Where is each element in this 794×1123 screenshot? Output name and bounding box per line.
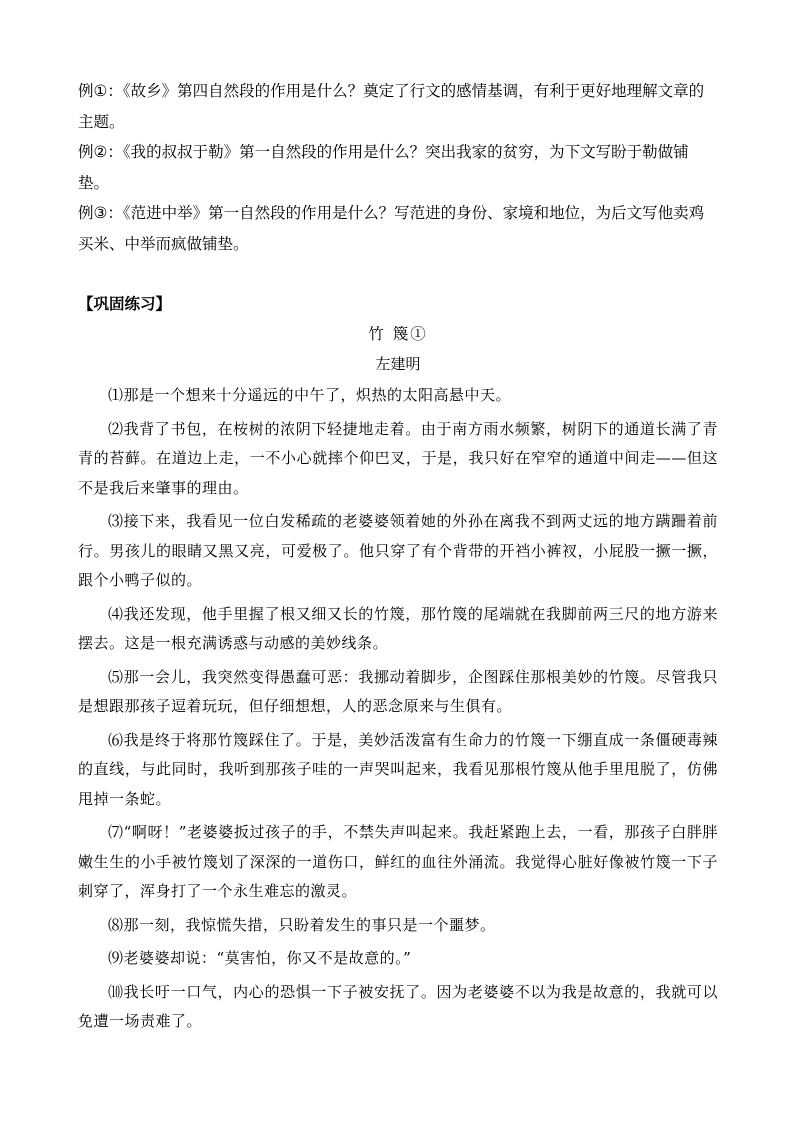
article-paragraph: ⑷我还发现，他手里握了根又细又长的竹篾，那竹篾的尾端就在我脚前两三尺的地方游来摆去。这是一根充满诱惑与动感的美妙线条。 [78, 604, 718, 652]
article-paragraph: ⑸那一会儿，我突然变得愚蠢可恶：我挪动着脚步，企图踩住那根美妙的竹篾。尽管我只是想跟那孩子逗着玩玩，但仔细想想，人的恶念原来与生俱有。 [78, 667, 718, 715]
example-paragraph: 例③：《范进中举》第一自然段的作用是什么？写范进的身份、家境和地位，为后文写他卖鸡买米、中举而疯做铺垫。 [78, 204, 705, 253]
example-paragraph: 例②：《我的叔叔于勒》第一自然段的作用是什么？突出我家的贫穷，为下文写盼于勒做铺垫。 [78, 143, 689, 192]
article-paragraph: ⑼老婆婆却说：“莫害怕，你又不是故意的。” [108, 949, 412, 967]
section-title: 【巩固练习】 [78, 295, 172, 313]
article-paragraph: ⑺“啊呀！”老婆婆扳过孩子的手，不禁失声叫起来。我赶紧跑上去，一看，那孩子白胖胖嫩生生的小手被竹篾划了深深的一道伤口，鲜红的血往外涌流。我觉得心脏好像被竹篾一下子刺穿了，浑身打了一个永生难忘的激灵。 [78, 823, 718, 900]
article-paragraph: ⑶接下来，我看见一位白发稀疏的老婆婆领着她的外孙在离我不到两丈远的地方蹒跚着前行。男孩儿的眼睛又黑又亮，可爱极了。他只穿了有个背带的开裆小裤衩，小屁股一撅一撅，跟个小鸭子似的。 [78, 512, 718, 589]
article-author: 左建明 [375, 355, 421, 373]
article-paragraph: ⑽我长吁一口气，内心的恐惧一下子被安抚了。因为老婆婆不以为我是故意的，我就可以免遭一场责难了。 [78, 982, 718, 1030]
article-paragraph: ⑴那是一个想来十分遥远的中午了，炽热的太阳高悬中天。 [108, 386, 512, 404]
examples-section [78, 76, 718, 259]
document-page [78, 76, 718, 1041]
article-body [78, 381, 718, 1037]
example-paragraph: 例①：《故乡》第四自然段的作用是什么？奠定了行文的感情基调，有利于更好地理解文章的主题。 [78, 82, 705, 131]
article-paragraph: ⑵我背了书包，在桉树的浓阴下轻捷地走着。由于南方雨水频繁，树阴下的通道长满了青青的苔藓。在道边上走，一不小心就摔个仰巴叉，于是，我只好在窄窄的通道中间走——但这不是我后来肇事的理由。 [78, 419, 718, 497]
article-title: 竹 篾① [368, 325, 428, 343]
article-paragraph: ⑻那一刻，我惊慌失措，只盼着发生的事只是一个噩梦。 [108, 915, 496, 934]
article-paragraph: ⑹我是终于将那竹篾踩住了。于是，美妙活泼富有生命力的竹篾一下绷直成一条僵硬毒辣的直线，与此同时，我听到那孩子哇的一声哭叫起来，我看见那根竹篾从他手里甩脱了，仿佛甩掉一条蛇。 [78, 730, 718, 808]
